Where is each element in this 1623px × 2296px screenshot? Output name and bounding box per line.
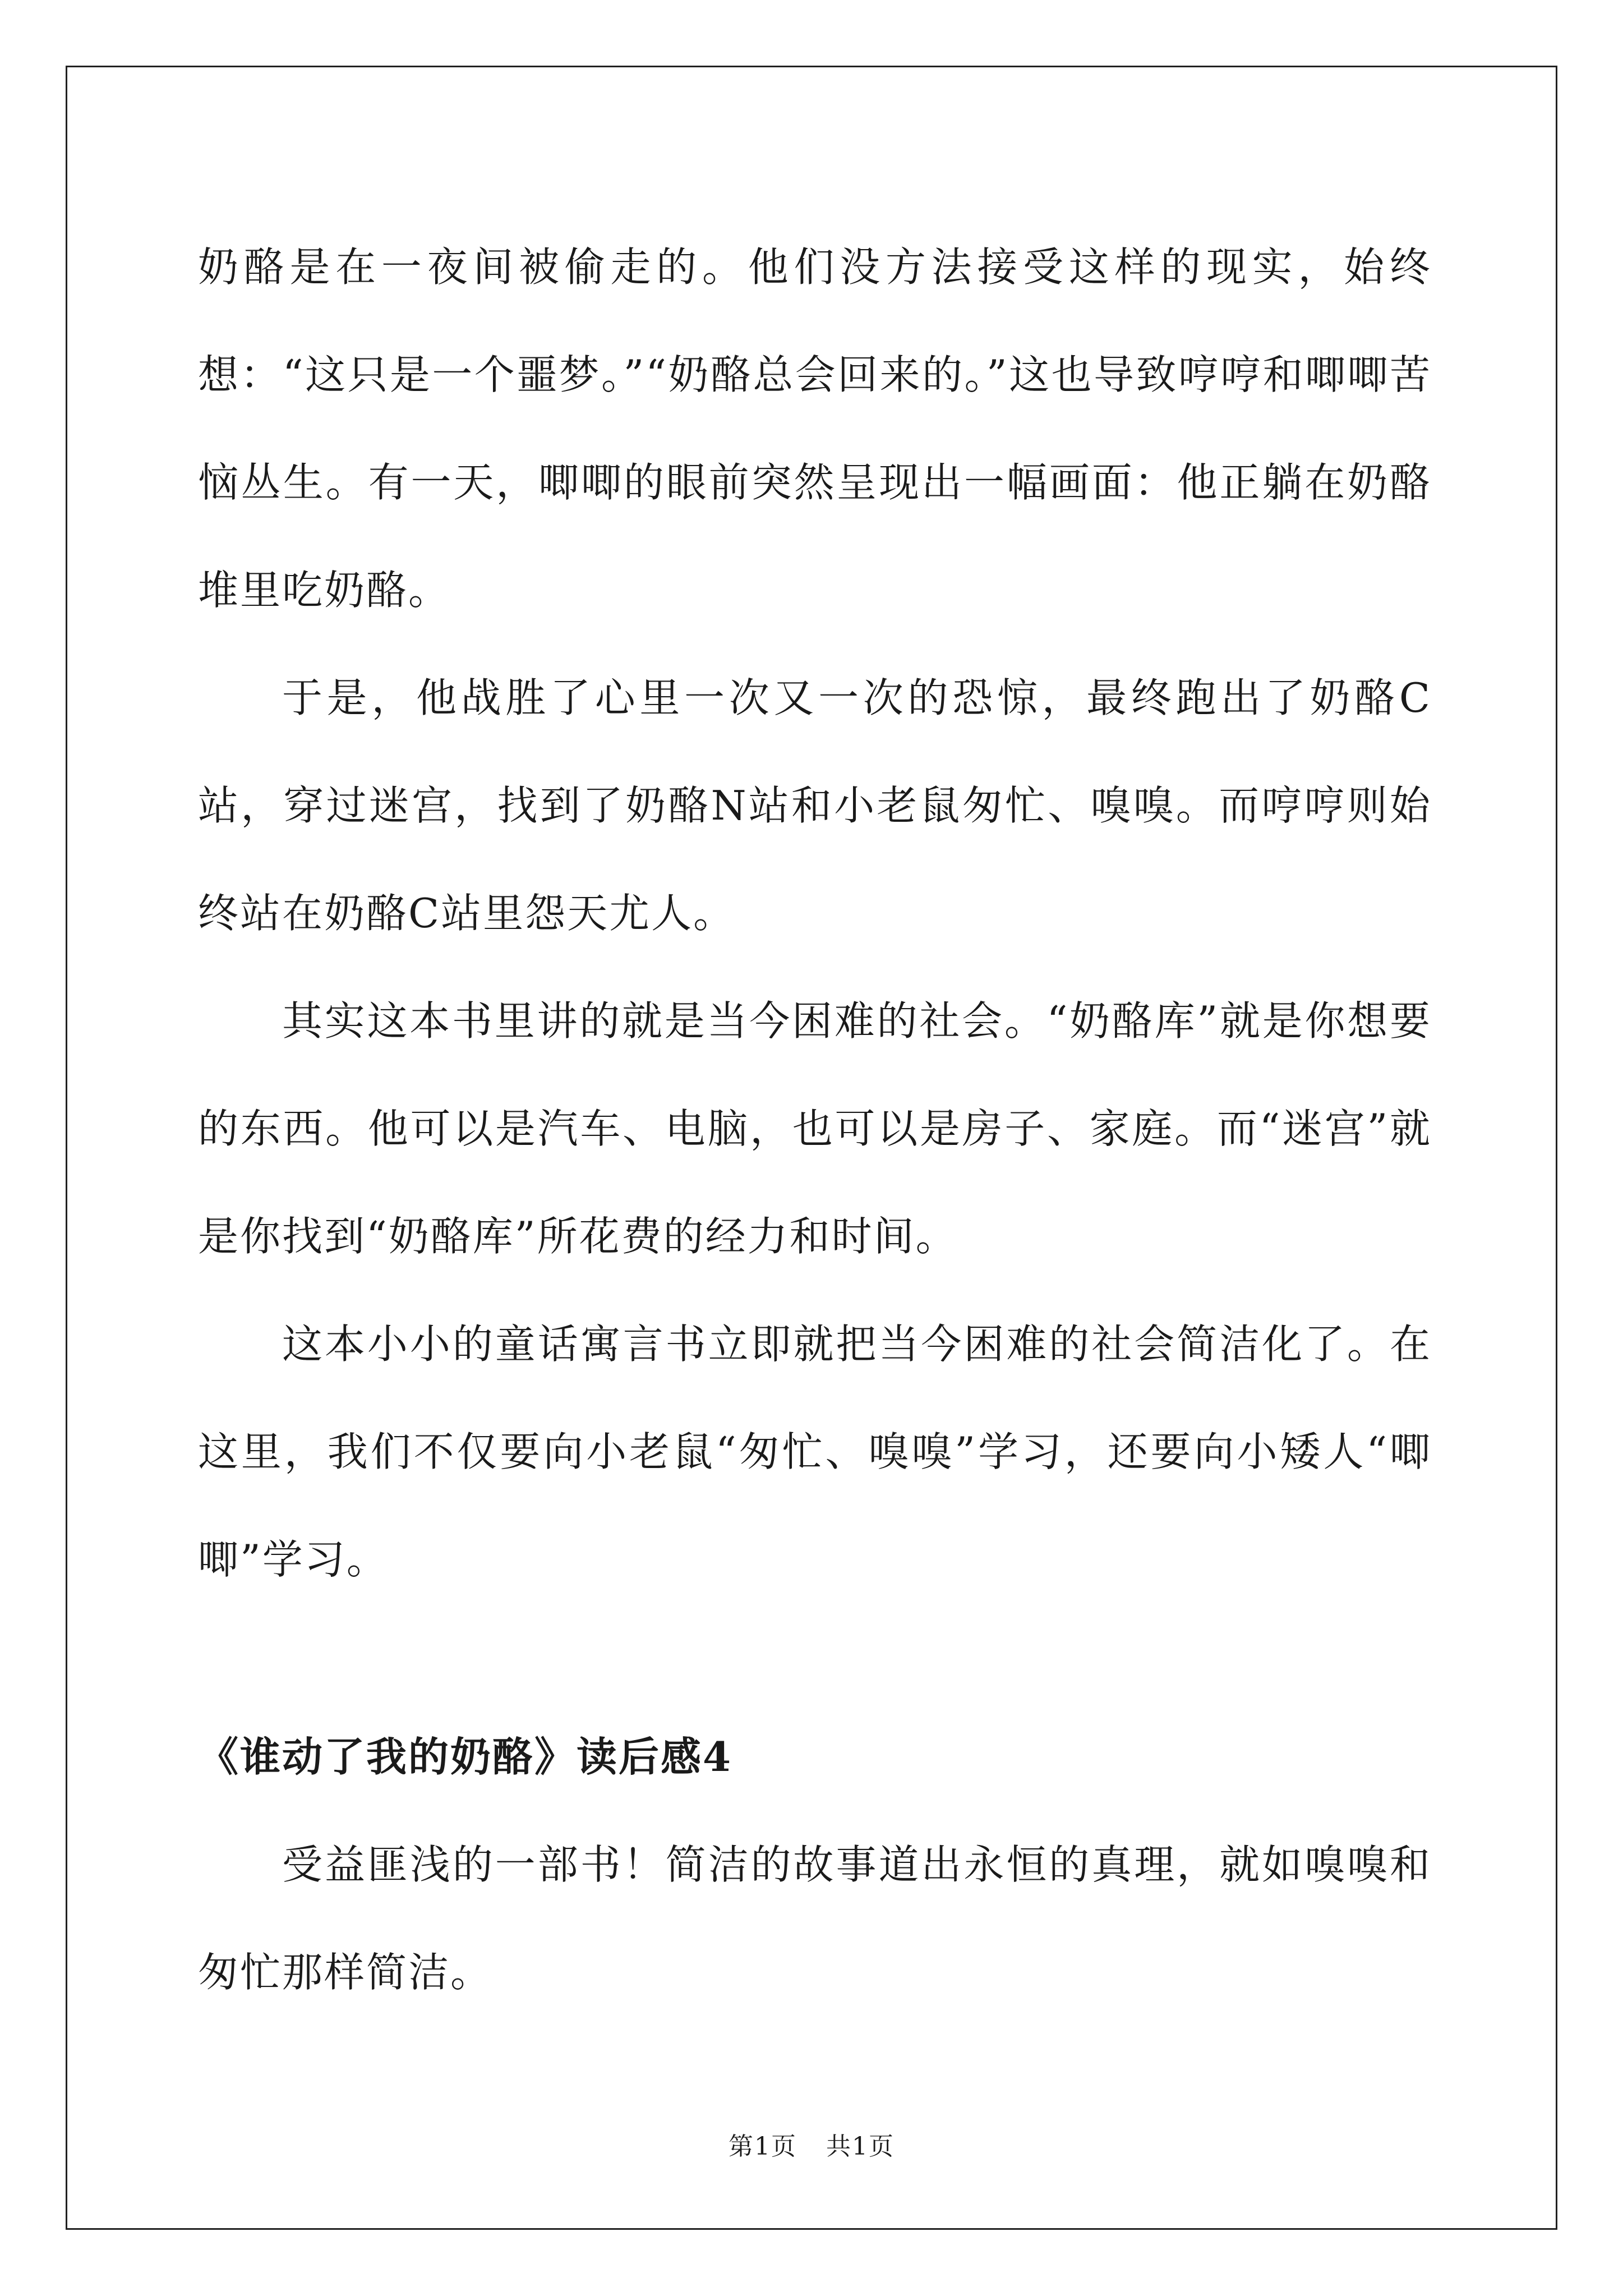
paragraph: 这本小小的童话寓言书立即就把当今困难的社会简洁化了。在这里，我们不仅要向小老鼠“匆忙、嗅嗅”学习，还要向小矮人“唧唧”学习。 [198, 1320, 1432, 1583]
paragraph: 受益匪浅的一部书！简洁的故事道出永恒的真理，就如嗅嗅和匆忙那样简洁。 [198, 1841, 1432, 1996]
page-total: 共1页 [826, 2132, 895, 2161]
paragraph: 于是，他战胜了心里一次又一次的恐惊，最终跑出了奶酪C站，穿过迷宫，找到了奶酪N站和小老鼠匆忙、嗅嗅。而哼哼则始终站在奶酪C站里怨天尤人。 [198, 674, 1432, 937]
page-number: 第1页 [728, 2132, 797, 2161]
section-title: 《谁动了我的奶酪》读后感4 [198, 1733, 733, 1780]
document-body [198, 213, 1432, 2026]
page-footer [0, 2126, 1623, 2162]
paragraph: 其实这本书里讲的就是当今困难的社会。“奶酪库”就是你想要的东西。他可以是汽车、电脑，也可以是房子、家庭。而“迷宫”就是你找到“奶酪库”所花费的经力和时间。 [198, 997, 1432, 1260]
paragraph: 奶酪是在一夜间被偷走的。他们没方法接受这样的现实，始终想：“这只是一个噩梦。”“奶酪总会回来的。”这也导致哼哼和唧唧苦恼丛生。有一天，唧唧的眼前突然呈现出一幅画面：他正躺在奶酪堆里吃奶酪。 [198, 243, 1432, 614]
